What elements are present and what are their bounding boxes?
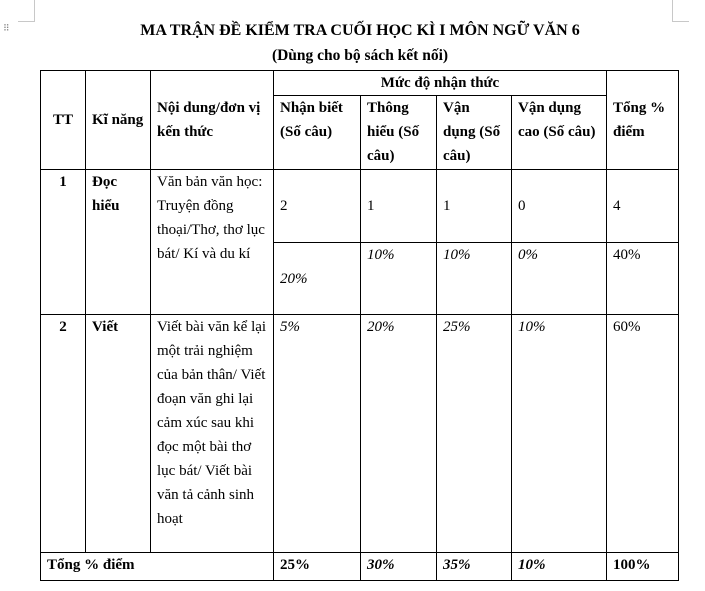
row-content: Viết bài văn kể lại một trải nghiệm của bản thân/ Viết đoạn văn ghi lại cảm xúc sau khi đọc một bài thơ lục bát/ Viết bài văn tả cảnh sinh hoạt	[151, 315, 274, 553]
document-title: MA TRẬN ĐỀ KIỂM TRA CUỐI HỌC KÌ I MÔN NGỮ VĂN 6	[140, 22, 580, 39]
page-corner-mark	[672, 0, 689, 22]
percent-cell: 40%	[607, 243, 679, 315]
percent-cell: 0%	[512, 243, 607, 315]
percent-cell: 20%	[361, 315, 437, 553]
page-corner-mark	[18, 0, 35, 22]
count-cell: 1	[361, 170, 437, 243]
total-label: Tổng % điểm	[41, 553, 274, 581]
table-move-handle-icon[interactable]: ⠿	[3, 23, 11, 33]
total-row	[41, 553, 679, 581]
row-skill: Đọc hiểu	[86, 170, 151, 315]
header-level-apply-high: Vận dụng cao (Số câu)	[512, 96, 607, 170]
percent-cell: 60%	[607, 315, 679, 553]
table-row	[41, 170, 679, 243]
row-tt: 1	[41, 170, 86, 315]
percent-cell: 10%	[437, 243, 512, 315]
header-total: Tổng % điểm	[607, 71, 679, 170]
total-cell: 35%	[437, 553, 512, 581]
percent-cell: 20%	[274, 243, 361, 315]
percent-cell: 10%	[361, 243, 437, 315]
header-skill: Kĩ năng	[86, 71, 151, 170]
row-tt: 2	[41, 315, 86, 553]
total-cell: 100%	[607, 553, 679, 581]
header-level-recognize: Nhận biết (Số câu)	[274, 96, 361, 170]
total-cell: 30%	[361, 553, 437, 581]
count-cell: 0	[512, 170, 607, 243]
count-cell: 1	[437, 170, 512, 243]
header-level-understand: Thông hiểu (Số câu)	[361, 96, 437, 170]
percent-cell: 5%	[274, 315, 361, 553]
table-row	[41, 315, 679, 553]
header-content: Nội dung/đơn vị kến thức	[151, 71, 274, 170]
count-cell: 4	[607, 170, 679, 243]
row-content: Văn bản văn học: Truyện đồng thoại/Thơ, thơ lục bát/ Kí và du kí	[151, 170, 274, 315]
document-subtitle: (Dùng cho bộ sách kết nối)	[271, 47, 449, 64]
percent-cell: 25%	[437, 315, 512, 553]
header-tt: TT	[41, 71, 86, 170]
header-level-apply: Vận dụng (Số câu)	[437, 96, 512, 170]
total-cell: 10%	[512, 553, 607, 581]
total-cell: 25%	[274, 553, 361, 581]
matrix-table	[40, 70, 679, 581]
row-skill: Viết	[86, 315, 151, 553]
percent-cell: 10%	[512, 315, 607, 553]
count-cell: 2	[274, 170, 361, 243]
header-level-group: Mức độ nhận thức	[274, 71, 607, 96]
